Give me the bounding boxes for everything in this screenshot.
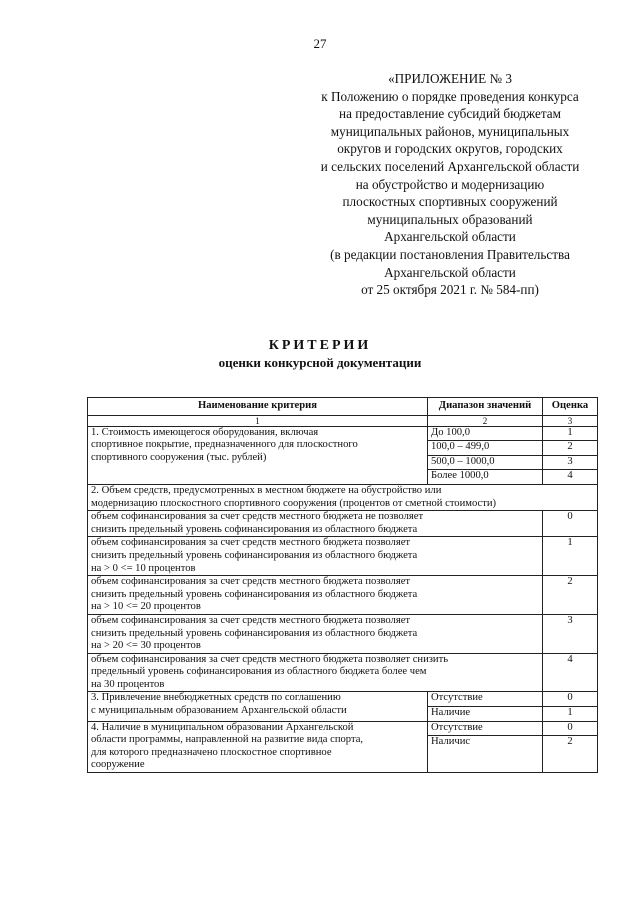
score-value: 0 <box>543 692 597 707</box>
appendix-header <box>290 70 610 299</box>
document-subtitle: оценки конкурсной документации <box>218 355 422 370</box>
criterion-4-ranges <box>428 721 543 772</box>
score-value: 1 <box>543 427 597 442</box>
document-title: КРИТЕРИИ <box>268 338 372 353</box>
option-text: объем софинансирования за счет средств местного бюджета позволяет <box>91 537 411 549</box>
criterion-text: с муниципальным образованием Архангельской области <box>91 705 347 717</box>
criterion-2-option <box>88 537 543 576</box>
criterion-text: сооружение <box>91 759 145 771</box>
table-row <box>88 614 598 653</box>
score-value: 3 <box>543 456 597 471</box>
criterion-2-option <box>88 576 543 615</box>
col-number: 3 <box>543 415 598 426</box>
appendix-line: (в редакции постановления Правительства <box>330 246 570 262</box>
table-row <box>88 537 598 576</box>
col-number: 1 <box>88 415 428 426</box>
appendix-line: на обустройство и модернизацию <box>355 176 545 192</box>
score-value: 4 <box>567 470 573 482</box>
option-text: на > 0 <= 10 процентов <box>91 562 196 574</box>
table-row <box>88 576 598 615</box>
criterion-text: области программы, направленной на развитие вида спорта, <box>91 734 364 746</box>
range-value: 100,0 – 499,0 <box>428 441 542 456</box>
table-row <box>88 426 598 484</box>
appendix-line: плоскостных спортивных сооружений <box>342 194 558 210</box>
appendix-line: муниципальных районов, муниципальных <box>330 123 570 139</box>
header-name: Наименование критерия <box>88 398 428 416</box>
criterion-text: 2. Объем средств, предусмотренных в местном бюджете на обустройство или <box>91 484 442 496</box>
column-number-row <box>88 415 598 426</box>
score-value: 1 <box>543 537 598 576</box>
criterion-3-name <box>88 692 428 721</box>
score-value: 4 <box>543 653 598 692</box>
appendix-line: от 25 октября 2021 г. № 584-пп) <box>361 282 539 298</box>
range-value: Наличие <box>431 707 471 719</box>
range-value: Отсутствие <box>428 692 542 707</box>
criterion-text: спортивного сооружения (тыс. рублей) <box>91 451 267 463</box>
range-value: Наличис <box>431 736 471 748</box>
appendix-line: к Положению о порядке проведения конкурса <box>321 88 579 104</box>
option-text: снизить предельный уровень софинансирования из областного бюджета <box>91 627 418 639</box>
score-value: 2 <box>567 736 573 748</box>
range-value: 500,0 – 1000,0 <box>428 456 542 471</box>
option-text: предельный уровень софинансирования из областного бюджета более чем <box>91 666 427 678</box>
score-value: 0 <box>543 722 597 737</box>
appendix-line: «ПРИЛОЖЕНИЕ № 3 <box>388 71 512 86</box>
criterion-text: 4. Наличие в муниципальном образовании Архангельской <box>91 721 354 733</box>
criterion-1-ranges <box>428 426 543 484</box>
criterion-2-name <box>88 484 598 510</box>
criterion-text: 3. Привлечение внебюджетных средств по соглашению <box>91 692 341 704</box>
table-row <box>88 484 598 510</box>
criterion-4-scores <box>543 721 598 772</box>
criterion-4-name <box>88 721 428 772</box>
option-text: на 30 процентов <box>91 678 165 690</box>
range-value: Отсутствие <box>428 722 542 737</box>
range-value: До 100,0 <box>428 427 542 442</box>
appendix-line: Архангельской области <box>384 229 516 245</box>
option-text: снизить предельный уровень софинансирования из областного бюджета <box>91 523 418 535</box>
table-row <box>88 692 598 721</box>
appendix-line: муниципальных образований <box>367 211 533 227</box>
score-value: 2 <box>543 441 597 456</box>
option-text: объем софинансирования за счет средств местного бюджета позволяет <box>91 614 411 626</box>
table-header-row <box>88 398 598 416</box>
appendix-line: округов и городских округов, городских <box>337 141 563 157</box>
appendix-line: и сельских поселений Архангельской области <box>320 158 580 174</box>
score-value: 0 <box>543 511 598 537</box>
col-number: 2 <box>428 415 543 426</box>
criteria-table <box>87 397 598 773</box>
criterion-text: модернизацию плоскостного спортивного сооружения (процентов от сметной стоимости) <box>91 497 497 509</box>
appendix-line: на предоставление субсидий бюджетам <box>339 106 561 122</box>
option-text: объем софинансирования за счет средств местного бюджета не позволяет <box>91 511 424 523</box>
score-value: 2 <box>543 576 598 615</box>
criterion-text: 1. Стоимость имеющегося оборудования, включая <box>91 426 319 438</box>
appendix-line: Архангельской области <box>384 264 516 280</box>
header-range: Диапазон значений <box>428 398 543 416</box>
table-row <box>88 721 598 772</box>
option-text: снизить предельный уровень софинансирования из областного бюджета <box>91 588 418 600</box>
table-row <box>88 511 598 537</box>
option-text: объем софинансирования за счет средств местного бюджета позволяет снизить <box>91 653 449 665</box>
option-text: объем софинансирования за счет средств местного бюджета позволяет <box>91 576 411 588</box>
score-value: 3 <box>543 614 598 653</box>
page-number: 27 <box>313 36 327 51</box>
option-text: на > 20 <= 30 процентов <box>91 640 201 652</box>
criterion-1-name <box>88 426 428 484</box>
range-value: Более 1000,0 <box>431 470 489 482</box>
criterion-text: для которого предназначено плоскостное спортивное <box>91 746 332 758</box>
criterion-2-option <box>88 511 543 537</box>
header-score: Оценка <box>543 398 598 416</box>
criterion-3-ranges <box>428 692 543 721</box>
score-value: 1 <box>567 707 573 719</box>
criterion-3-scores <box>543 692 598 721</box>
criterion-1-scores <box>543 426 598 484</box>
criterion-text: спортивное покрытие, предназначенного для плоскостного <box>91 439 358 451</box>
option-text: на > 10 <= 20 процентов <box>91 601 201 613</box>
criterion-2-option <box>88 653 543 692</box>
table-row <box>88 653 598 692</box>
criterion-2-option <box>88 614 543 653</box>
option-text: снизить предельный уровень софинансирования из областного бюджета <box>91 549 418 561</box>
